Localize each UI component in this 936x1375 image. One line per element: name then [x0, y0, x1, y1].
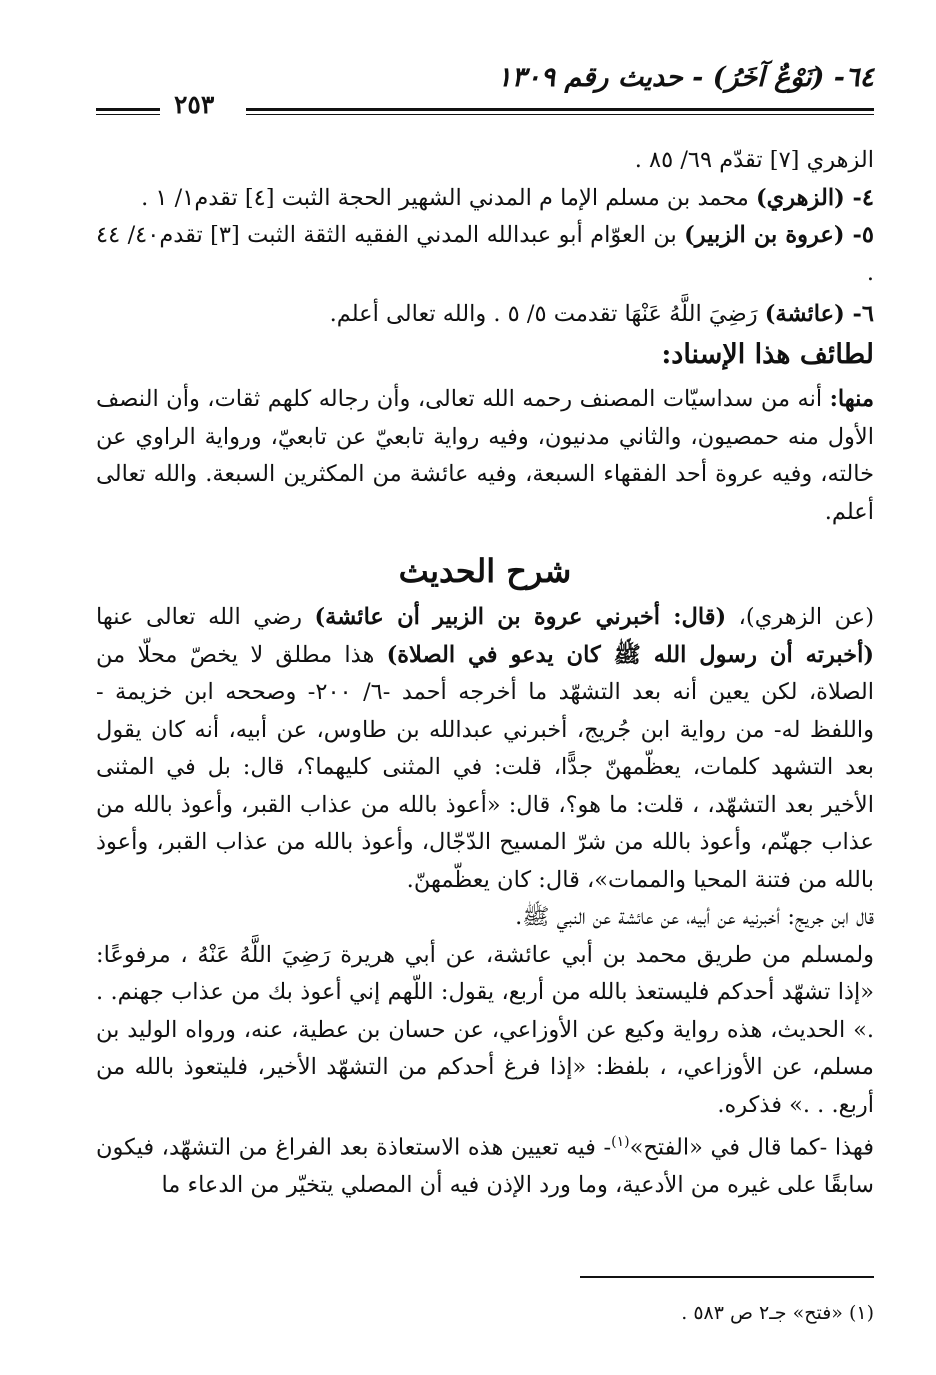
sharh-paragraph-4 — [96, 1124, 874, 1205]
sharh-paragraph-1 — [96, 599, 874, 899]
narrator-6-name: ٦- (عائشة) — [764, 301, 874, 327]
sharh-p1-c: رضي الله تعالى عنها — [96, 604, 315, 630]
page-body — [96, 142, 874, 1205]
footnote: (١) «فتح» جـ٢ ص ٥٨٣ . — [681, 1302, 874, 1324]
sharh-heading: شرح الحديث — [398, 552, 572, 590]
footnote-reference[interactable]: (١) — [611, 1134, 630, 1150]
narrator-5-text: بن العوّام أبو عبدالله المدني الفقيه الثقة الثبت [٣] تقدم٤٠/ ٤٤ . — [96, 222, 874, 286]
narrator-4-text: محمد بن مسلم الإما م المدني الشهير الحجة الثبت [٤] تقدم١/ ١ . — [141, 184, 757, 211]
header-rule — [246, 108, 874, 115]
header-title: ٦٤- (نَوْعٌ آخَرُ) - حديث رقم ١٣٠٩ — [497, 62, 874, 93]
narrator-6-text: رَضِيَ اللَّهُ عَنْهَا تقدمت ٥/ ٥ . والله تعالى أعلم. — [329, 301, 765, 327]
sharh-p1-a: (عن الزهري)، — [726, 604, 874, 630]
sharh-p4-a: فهذا -كما قال في «الفتح» — [629, 1134, 875, 1161]
narrator-line-7: الزهري [٧] تقدّم ٦٩/ ٨٥ . — [634, 147, 874, 173]
sharh-p1-quote-1: (قال: أخبرني عروة بن الزبير أن عائشة) — [314, 604, 727, 630]
sharh-p4-b: - فيه تعيين هذه الاستعاذة بعد الفراغ من التشهّد، فيكون سابقًا على غيره من الأدعية، وما ورد الإذن فيه أن المصلي يتخيّر من الدعاء ما — [96, 1134, 874, 1198]
narrator-line-4 — [96, 180, 874, 218]
sharh-paragraph-3: ولمسلم من طريق محمد بن أبي عائشة، عن أبي هريرة رَضِيَ اللَّهُ عَنْهُ ، مرفوعًا: «إذا تشهّد أحدكم فليستعذ بالله من أربع، يقول: اللّهم إني أعوذ بك من عذاب جهنم. . .» الحديث، هذه رواية وكيع عن الأوزاعي، عن حسان بن عطية، عنه، ورواه الوليد بن مسلم، عن الأوزاعي، ، بلفظ: «إذا فرغ أحدكم من التشهّد الأخير، فليتعوذ بالله من أربع. . .» فذكره. — [96, 941, 874, 1118]
footnote-rule — [580, 1276, 874, 1278]
page-number: ٢٥٣ — [174, 90, 215, 119]
sharh-paragraph-2: قال ابن جريج: أخبرنيه عن أبيه، عن عائشة عن النبي ﷺ. — [515, 904, 874, 930]
sharh-p1-quote-2: (أخبرته أن رسول الله ﷺ كان يدعو في الصلاة) — [386, 641, 874, 668]
narrator-line-6 — [96, 296, 874, 334]
lataif-paragraph — [96, 381, 874, 531]
narrator-line-5 — [96, 217, 874, 292]
narrator-4-name: ٤- (الزهري) — [756, 184, 874, 211]
lataif-heading: لطائف هذا الإسناد: — [661, 338, 874, 370]
sharh-p1-e: هذا مطلق لا يخصّ محلّا من الصلاة، لكن يعين أنه بعد التشهّد ما أخرجه أحمد -٦/ ٢٠٠- وصححه ابن خزيمة - واللفظ له- من رواية ابن جُريج، أخبرني عبدالله بن طاوس، عن أبيه، أنه كان يقول بعد التشهد كلمات، يعظّمهنّ جدًّا، قلت: في المثنى كليهما؟، قال: بل في المثنى الأخير بعد التشهّد، ، قلت: ما هو؟، قال: «أعوذ بالله من عذاب القبر، وأعوذ بالله من عذاب جهنّم، وأعوذ بالله من شرّ المسيح الدّجّال، وأعوذ بالله من عذاب القبر، وأعوذ بالله من فتنة المحيا والممات»، قال: كان يعظّمهنّ. — [96, 641, 875, 893]
page-header — [96, 62, 874, 122]
lataif-text: أنه من سداسيّات المصنف رحمه الله تعالى، وأن رجاله كلهم ثقات، وأن النصف الأول منه حمصيون، والثاني مدنيون، وفيه رواية تابعيّ عن تابعيّ، ورواية الراوي عن خالته، وفيه عروة أحد الفقهاء السبعة، وفيه عائشة من المكثرين السبعة. والله تعالى أعلم. — [96, 386, 874, 525]
narrator-5-name: ٥- (عروة بن الزبير) — [684, 222, 874, 248]
lataif-label: منها: — [829, 386, 874, 412]
page-number-rule — [96, 108, 160, 115]
